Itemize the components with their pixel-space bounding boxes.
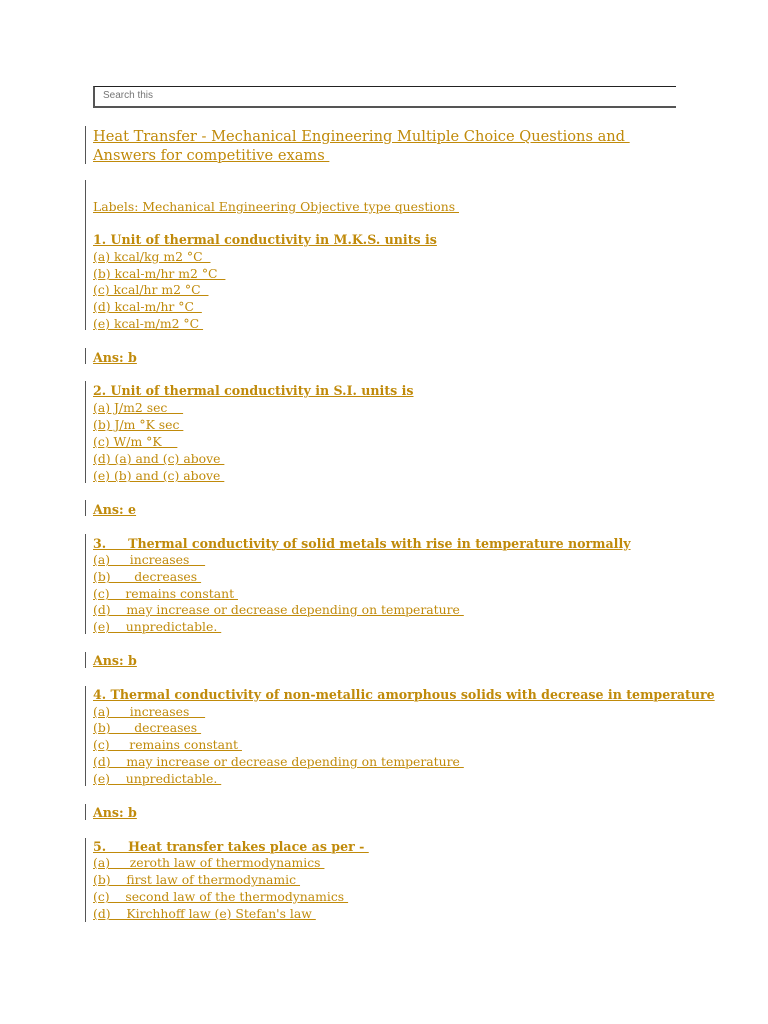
answer-2: Ans: e [93,502,137,517]
answer-3: Ans: b [93,653,137,668]
option-3c: (c) remains constant [93,586,238,601]
option-4c: (c) remains constant [93,737,242,752]
option-3e: (e) unpredictable. [93,619,222,634]
answer-4: Ans: b [93,805,137,820]
question-5: 5. Heat transfer takes place as per - [93,839,369,854]
option-2e: (e) (b) and (c) above [93,468,225,483]
option-3b: (b) decreases [93,569,202,584]
option-2d: (d) (a) and (c) above [93,451,225,466]
labels-link[interactable]: Labels: Mechanical Engineering Objective type questions [93,199,459,214]
left-border-bar [85,652,86,668]
option-3a: (a) increases [93,552,206,567]
option-3d: (d) may increase or decrease depending on temperature [93,602,464,617]
left-border-bar [85,381,86,483]
option-2a: (a) J/m2 sec [93,400,184,415]
option-1c: (c) kcal/hr m2 °C [93,282,209,297]
option-1d: (d) kcal-m/hr °C [93,299,202,314]
option-5a: (a) zeroth law of thermodynamics [93,855,325,870]
option-1e: (e) kcal-m/m2 °C [93,316,204,331]
option-5b: (b) first law of thermodynamic [93,872,301,887]
option-1a: (a) kcal/kg m2 °C [93,249,211,264]
search-input[interactable] [103,90,403,101]
article-title-line-2[interactable]: Answers for competitive exams [93,147,330,164]
question-3: 3. Thermal conductivity of solid metals with rise in temperature normally [93,536,631,551]
option-1b: (b) kcal-m/hr m2 °C [93,266,226,281]
option-4a: (a) increases [93,704,206,719]
left-border-bar [85,348,86,364]
left-border-bar [85,500,86,516]
left-border-bar [85,126,86,164]
left-border-bar [85,686,86,786]
option-4b: (b) decreases [93,720,202,735]
question-2: 2. Unit of thermal conductivity in S.I. units is [93,383,414,398]
option-2b: (b) J/m °K sec [93,417,184,432]
option-5c: (c) second law of the thermodynamics [93,889,349,904]
question-1: 1. Unit of thermal conductivity in M.K.S. units is [93,232,437,247]
left-border-bar [85,838,86,922]
article-title-line-1[interactable]: Heat Transfer - Mechanical Engineering Multiple Choice Questions and [93,128,630,145]
left-border-bar [85,180,86,330]
option-5d: (d) Kirchhoff law (e) Stefan's law [93,906,316,921]
answer-1: Ans: b [93,350,137,365]
question-4: 4. Thermal conductivity of non-metallic amorphous solids with decrease in temperature [93,687,715,702]
option-2c: (c) W/m °K [93,434,178,449]
option-4e: (e) unpredictable. [93,771,222,786]
option-4d: (d) may increase or decrease depending on temperature [93,754,464,769]
left-border-bar [85,804,86,820]
search-box[interactable] [93,86,676,108]
left-border-bar [85,534,86,634]
